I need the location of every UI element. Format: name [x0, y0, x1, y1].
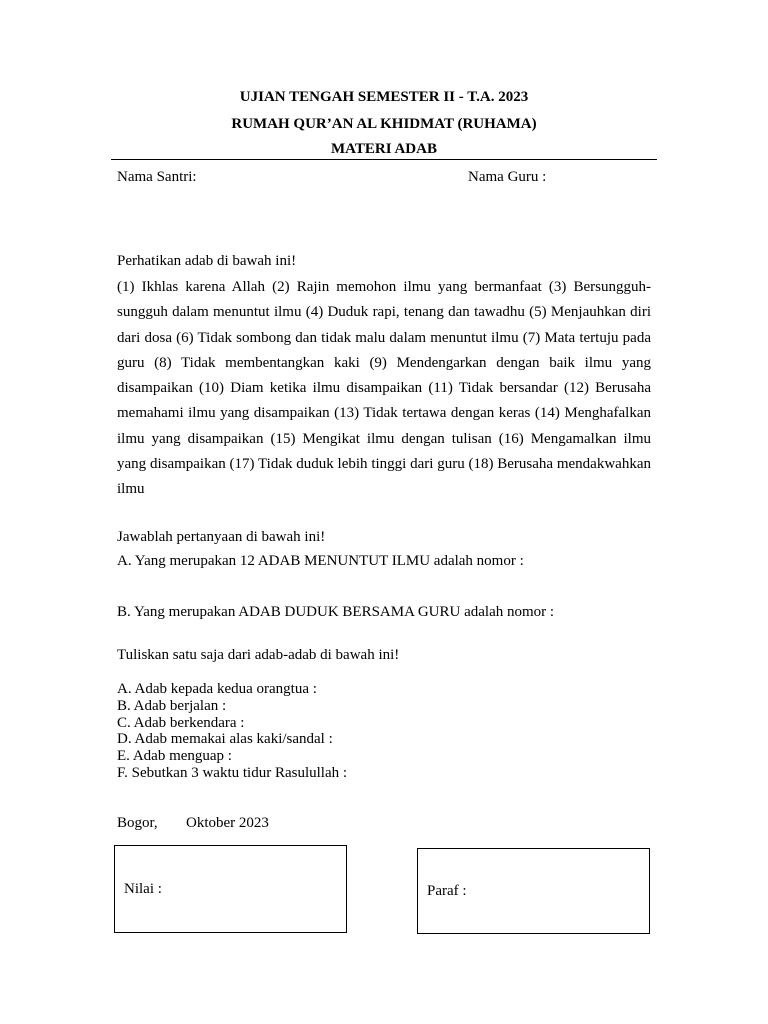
- list-item: D. Adab memakai alas kaki/sandal :: [117, 731, 333, 748]
- list-item: F. Sebutkan 3 waktu tidur Rasulullah :: [117, 764, 348, 781]
- header-divider: [111, 159, 657, 160]
- list-item: A. Adab kepada kedua orangtua :: [117, 681, 317, 697]
- student-name-label: Nama Santri:: [117, 169, 197, 185]
- exam-title: UJIAN TENGAH SEMESTER II - T.A. 2023: [239, 89, 529, 105]
- adab-question-list: [117, 681, 347, 782]
- subject-title: MATERI ADAB: [331, 141, 437, 157]
- place-label: Bogor,: [117, 815, 158, 831]
- question-a: A. Yang merupakan 12 ADAB MENUNTUT ILMU adalah nomor :: [117, 553, 524, 569]
- section1-intro: Perhatikan adab di bawah ini!: [117, 253, 297, 269]
- adab-list-paragraph: (1) Ikhlas karena Allah (2) Rajin memohon ilmu yang bermanfaat (3) Bersungguh-sungguh dalam menuntut ilmu (4) Duduk rapi, tenang dan tawadhu (5) Menjauhkan diri dari dosa (6) Tidak sombong dan tidak malu dalam menuntut ilmu (7) Mata tertuju pada guru (8) Tidak membentangkan kaki (9) Mendengarkan dengan baik ilmu yang disampaikan (10) Diam ketika ilmu disampaikan (11) Tidak bersandar (12) Berusaha memahami ilmu yang disampaikan (13) Tidak tertawa dengan keras (14) Menghafalkan ilmu yang disampaikan (15) Mengikat ilmu dengan tulisan (16) Mengamalkan ilmu yang disampaikan (17) Tidak duduk lebih tinggi dari guru (18) Berusaha mendakwahkan ilmu: [117, 279, 651, 498]
- teacher-name-label: Nama Guru :: [468, 169, 547, 185]
- section3-intro: Tuliskan satu saja dari adab-adab di bawah ini!: [117, 647, 400, 663]
- score-box: [114, 845, 347, 933]
- institution-name: RUMAH QUR’AN AL KHIDMAT (RUHAMA): [231, 116, 537, 132]
- signature-label: Paraf :: [427, 883, 467, 899]
- list-item: C. Adab berkendara :: [117, 714, 245, 731]
- signature-box: [417, 848, 650, 934]
- section2-intro: Jawablah pertanyaan di bawah ini!: [117, 529, 326, 545]
- list-item: E. Adab menguap :: [117, 748, 232, 765]
- question-b: B. Yang merupakan ADAB DUDUK BERSAMA GURU adalah nomor :: [117, 604, 555, 620]
- list-item: B. Adab berjalan :: [117, 697, 227, 714]
- score-label: Nilai :: [124, 881, 162, 897]
- date-label: Oktober 2023: [186, 815, 269, 831]
